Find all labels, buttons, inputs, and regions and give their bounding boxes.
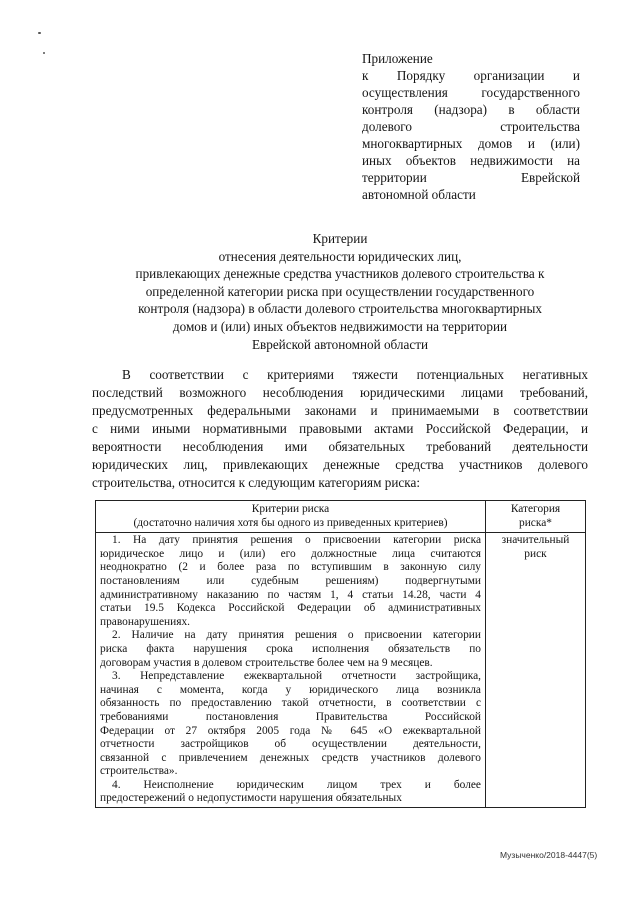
- intro-line: предусмотренных федеральными законами и принимаемыми в соответствии: [92, 403, 588, 418]
- intro-line: вероятности несоблюдения ими обязательных требований деятельности: [92, 439, 588, 454]
- criteria-header-title: Критерии риска: [251, 503, 330, 515]
- criteria-item-line: Федерации от 27 октября 2005 года № 645 «О ежеквартальной: [100, 724, 481, 737]
- title-line: Еврейской автономной области: [251, 336, 429, 352]
- appendix-line: к Порядку организации и: [362, 68, 580, 83]
- footer-reference: Музыченко/2018-4447(5): [500, 850, 598, 860]
- appendix-line: контроля (надзора) в области: [362, 102, 580, 117]
- appendix-line: долевого строительства: [362, 119, 580, 134]
- criteria-item-line: требованиями постановления Правительства Российской: [100, 710, 481, 723]
- document-title: [60, 230, 620, 353]
- criteria-item-line: административному наказанию по частям 1, 4 статьи 14.28, части 4: [100, 588, 481, 601]
- criteria-item-line: 4. Неисполнение юридическим лицом трех и более: [112, 778, 481, 791]
- intro-line: с ними иными нормативными правовыми актами Российской Федерации, и: [92, 421, 588, 436]
- criteria-item: [100, 534, 481, 629]
- intro-line: последствий возможного несоблюдения юридическими лицами требований,: [92, 385, 588, 400]
- criteria-item-line: 1. На дату принятия решения о присвоении категории риска: [112, 534, 481, 547]
- criteria-item-line: юридическое лицо и (или) его должностные лица считаются: [100, 547, 481, 560]
- category-header-line2: риска*: [519, 516, 552, 529]
- criteria-item: [100, 779, 481, 806]
- criteria-item-line: отчетности застройщиков об осуществлении деятельности,: [100, 738, 481, 751]
- criteria-item-line: постановлениям или судебным решениям) подвергнутыми: [100, 574, 481, 587]
- criteria-item: [100, 629, 481, 670]
- criteria-table: [95, 500, 586, 808]
- title-line: отнесения деятельности юридических лиц,: [218, 248, 462, 264]
- criteria-item-line: 2. Наличие на дату принятия решения о присвоении категории: [112, 629, 481, 642]
- criteria-item-line: договорам участия в долевом строительстве более чем на 9 месяцев.: [100, 656, 433, 669]
- intro-line: юридических лиц, привлекающих денежные средства участников долевого: [92, 457, 588, 472]
- appendix-block: [362, 50, 580, 203]
- intro-line: строительства, относится к следующим категориям риска:: [92, 475, 420, 490]
- title-line: определенной категории риска при осуществлении государственного: [145, 283, 535, 299]
- criteria-item-line: неоднократно (2 и более раза по вступившим в законную силу: [100, 561, 481, 574]
- criteria-item-line: 3. Непредставление ежеквартальной отчетности застройщика,: [112, 670, 481, 683]
- criteria-item-line: предостережений о недопустимости нарушения обязательных: [100, 792, 402, 805]
- criteria-item-line: строительства».: [100, 765, 178, 778]
- criteria-cell: [96, 533, 486, 808]
- appendix-line: осуществления государственного: [362, 85, 580, 100]
- appendix-line: автономной области: [362, 187, 476, 202]
- criteria-item-line: начиная с момента, когда у юридического лица возникла: [100, 683, 481, 696]
- criteria-item-line: риска факта нарушения срока исполнения обязательств по: [100, 642, 481, 655]
- title-heading: Критерии: [312, 231, 368, 246]
- appendix-line: иных объектов недвижимости на: [362, 153, 580, 168]
- table-header-row: [96, 501, 586, 533]
- criteria-item-line: обязанность по предоставлению такой отчетности, в соответствии с: [100, 697, 481, 710]
- criteria-item-line: статьи 19.5 Кодекса Российской Федерации об административных: [100, 602, 481, 615]
- appendix-line: многоквартирных домов и (или): [362, 136, 580, 151]
- intro-line: В соответствии с критериями тяжести потенциальных негативных: [122, 367, 588, 382]
- appendix-heading: Приложение: [362, 51, 433, 66]
- criteria-header-note: (достаточно наличия хотя бы одного из приведенных критериев): [133, 516, 448, 529]
- category-cell: значительный риск: [486, 533, 586, 808]
- intro-paragraph: [92, 366, 588, 492]
- table-row: [96, 533, 586, 808]
- criteria-item-line: правонарушениях.: [100, 615, 191, 628]
- criteria-header: [96, 501, 486, 533]
- criteria-item: [100, 670, 481, 779]
- title-line: привлекающих денежные средства участников долевого строительства к: [135, 266, 545, 282]
- title-line: контроля (надзора) в области долевого строительства многоквартирных: [138, 301, 542, 317]
- appendix-reference: [362, 67, 580, 203]
- category-header: [486, 501, 586, 533]
- category-header-line1: Категория: [510, 503, 561, 515]
- appendix-line: территории Еврейской: [362, 170, 580, 185]
- title-line: домов и (или) иных объектов недвижимости на территории: [172, 318, 508, 334]
- criteria-item-line: связанной с привлечением денежных средств участников долевого: [100, 751, 481, 764]
